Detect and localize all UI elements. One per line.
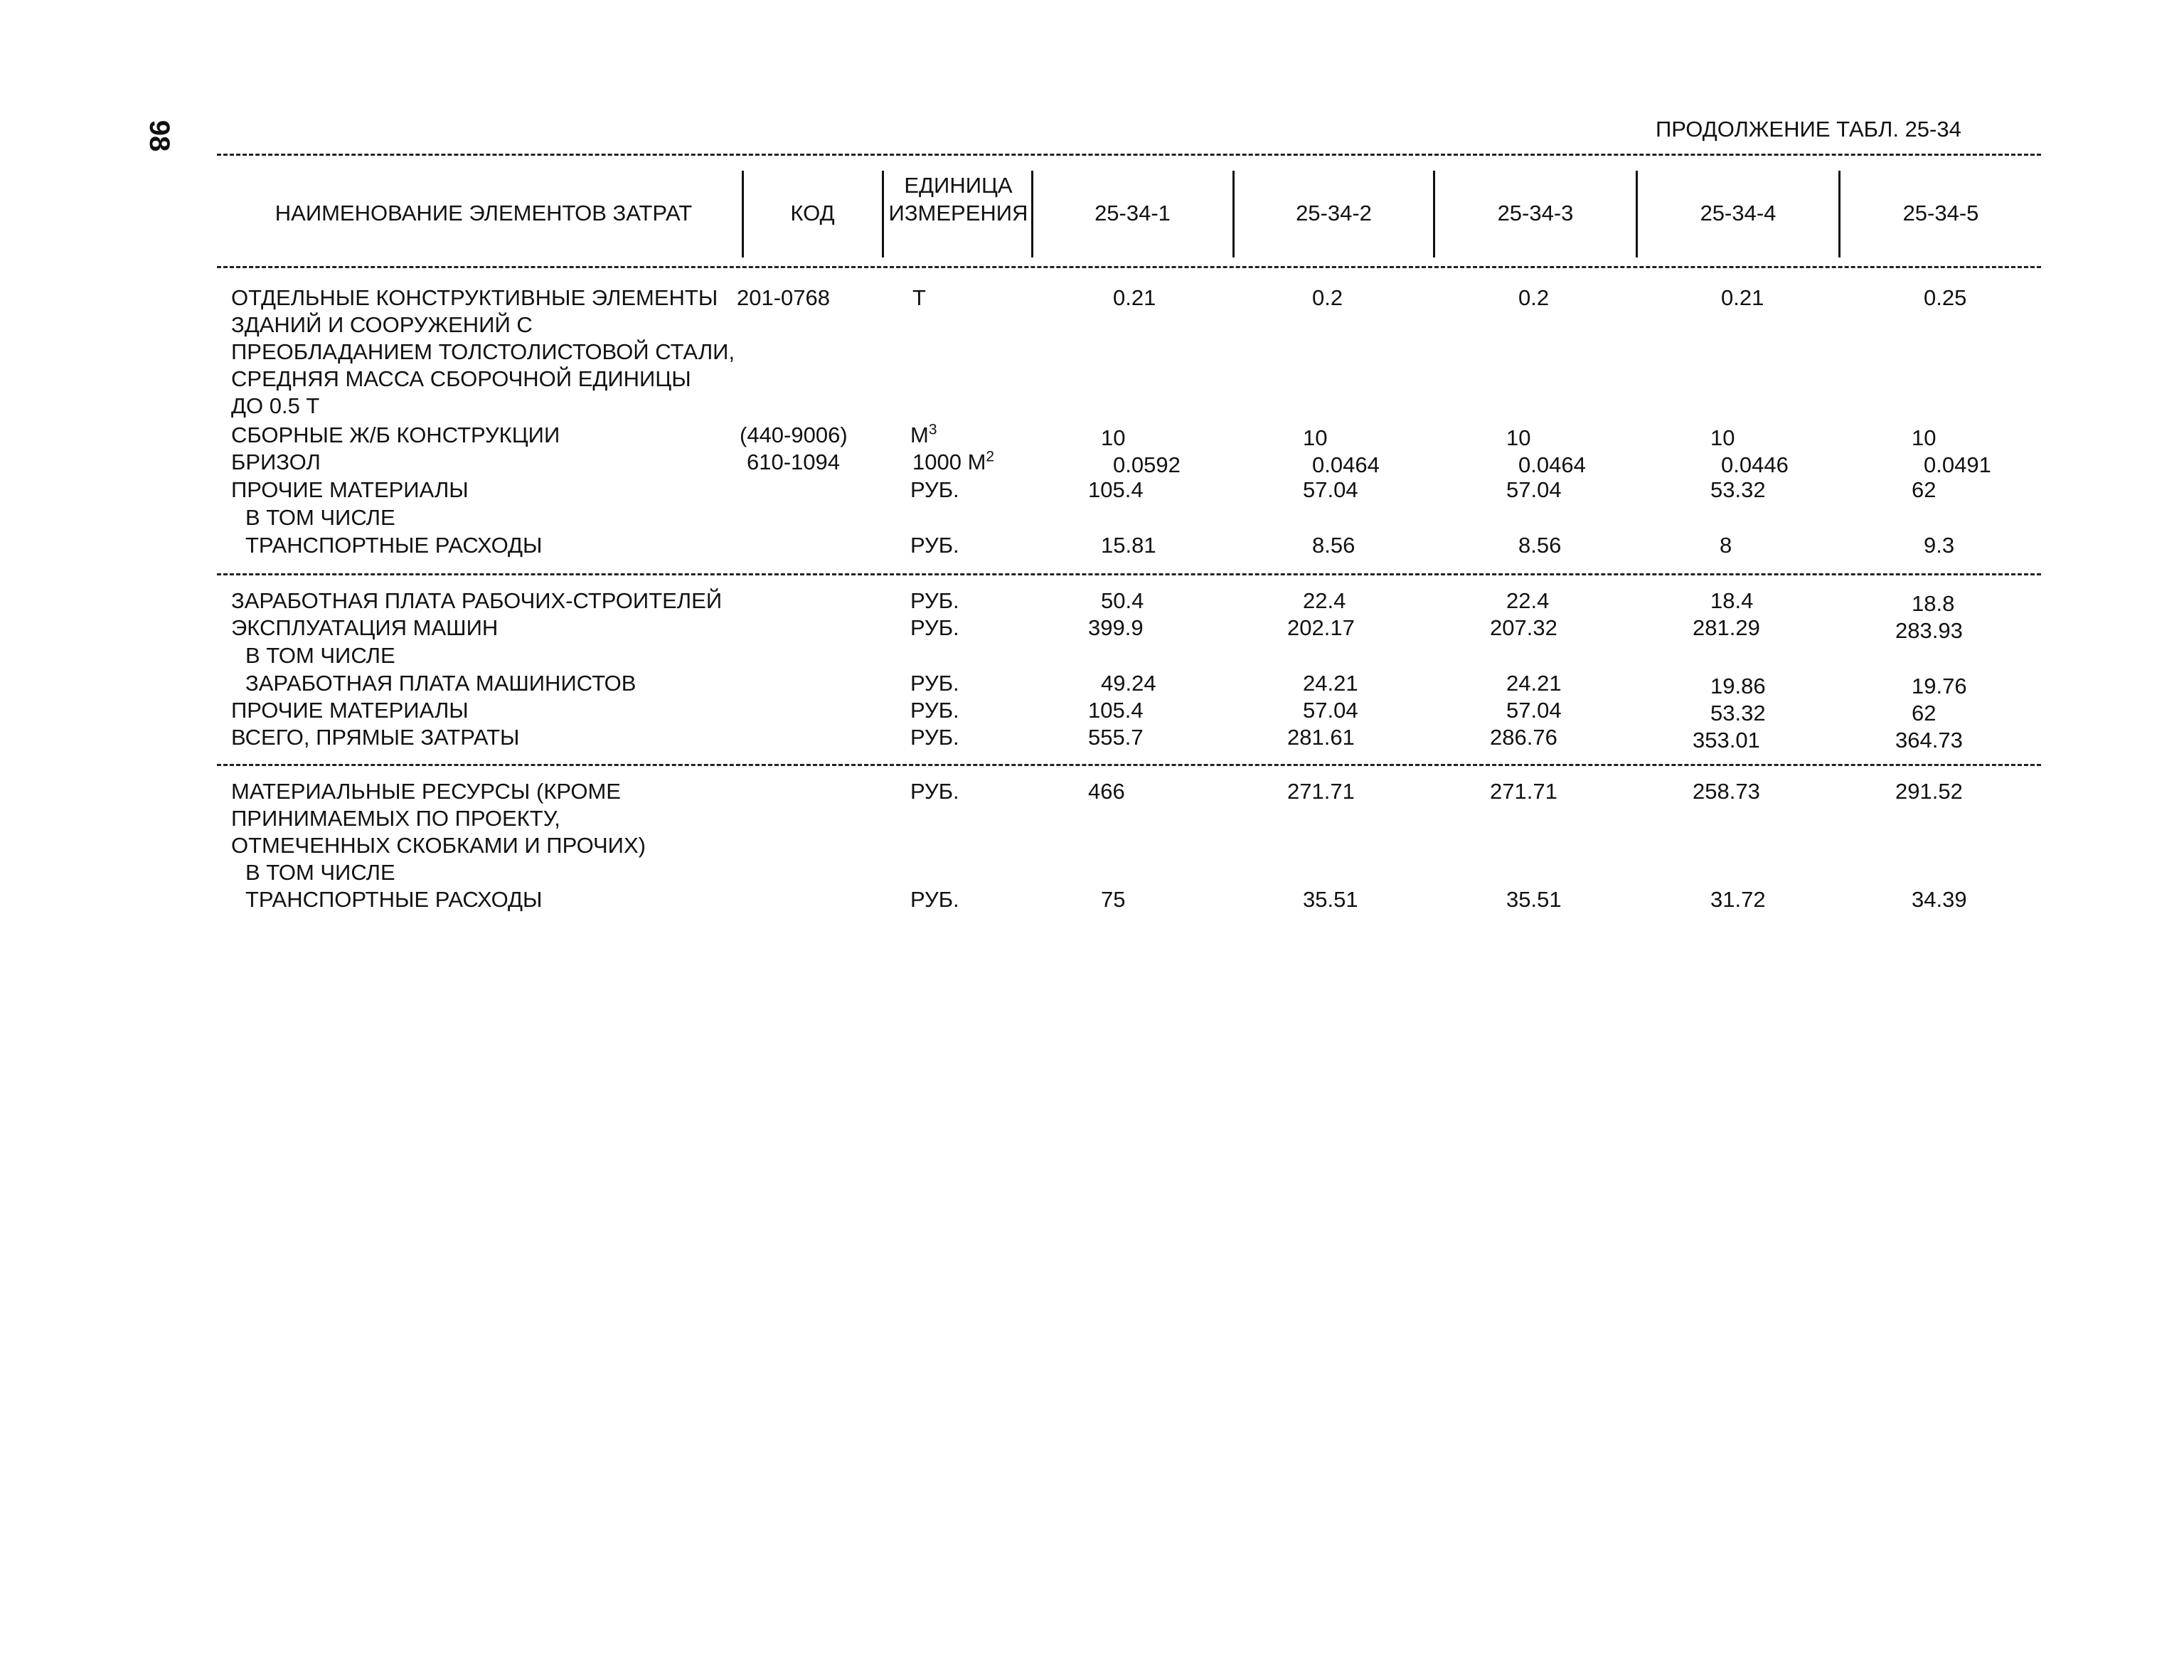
row-value-25-34-5: 9.3 xyxy=(1924,533,1955,558)
row-name: ЭКСПЛУАТАЦИЯ МАШИН xyxy=(231,615,499,640)
header-separator xyxy=(1232,171,1235,257)
row-unit: РУБ. xyxy=(910,671,959,696)
header-separator xyxy=(1031,171,1033,257)
section1-bottom-rule xyxy=(217,573,2041,575)
row-value-25-34-2: 202.17 xyxy=(1287,615,1355,640)
row-name: ПРОЧИЕ МАТЕРИАЛЫ xyxy=(231,698,469,723)
row-name: ЗАРАБОТНАЯ ПЛАТА МАШИНИСТОВ xyxy=(245,671,636,696)
header-code: КОД xyxy=(790,201,835,225)
row-value-25-34-4: 10 xyxy=(1710,425,1735,450)
row-value-25-34-5: 62 xyxy=(1912,701,1937,725)
row-subheading: В ТОМ ЧИСЛЕ xyxy=(245,505,395,530)
row-value-25-34-4: 0.0446 xyxy=(1721,452,1789,477)
unit-text: 1000 М xyxy=(912,450,986,474)
row-value-25-34-3: 10 xyxy=(1506,425,1531,450)
header-col-25-34-5: 25-34-5 xyxy=(1902,201,1979,225)
row-value-25-34-3: 271.71 xyxy=(1490,779,1557,804)
header-col-25-34-2: 25-34-2 xyxy=(1296,201,1372,225)
row-value-25-34-3: 8.56 xyxy=(1518,533,1562,558)
row-value-25-34-5: 19.76 xyxy=(1912,674,1967,698)
row-name-line: ПРИНИМАЕМЫХ ПО ПРОЕКТУ, xyxy=(231,806,560,831)
row-value-25-34-3: 0.2 xyxy=(1518,285,1550,310)
row-name-line: ЗДАНИЙ И СООРУЖЕНИЙ С xyxy=(231,312,533,337)
row-unit: РУБ. xyxy=(910,725,959,750)
row-unit xyxy=(910,422,937,449)
header-separator xyxy=(1636,171,1638,257)
row-code: (440-9006) xyxy=(740,422,848,447)
unit-superscript: 2 xyxy=(986,448,995,465)
row-value-25-34-3: 35.51 xyxy=(1506,887,1562,912)
header-bottom-rule xyxy=(217,266,2041,268)
row-value-25-34-3: 22.4 xyxy=(1506,588,1550,613)
row-name: ТРАНСПОРТНЫЕ РАСХОДЫ xyxy=(245,887,543,912)
header-col-25-34-1: 25-34-1 xyxy=(1094,201,1171,225)
row-value-25-34-2: 271.71 xyxy=(1287,779,1355,804)
row-value-25-34-1: 10 xyxy=(1101,425,1126,450)
row-value-25-34-1: 555.7 xyxy=(1088,725,1144,750)
row-name-line: СРЕДНЯЯ МАССА СБОРОЧНОЙ ЕДИНИЦЫ xyxy=(231,366,691,391)
row-unit: РУБ. xyxy=(910,887,959,912)
row-code: 201-0768 xyxy=(737,285,831,310)
row-value-25-34-2: 281.61 xyxy=(1287,725,1355,750)
row-value-25-34-2: 57.04 xyxy=(1303,698,1358,723)
row-value-25-34-2: 0.2 xyxy=(1312,285,1343,310)
header-separator xyxy=(1838,171,1841,257)
row-name: ТРАНСПОРТНЫЕ РАСХОДЫ xyxy=(245,533,543,558)
row-unit xyxy=(912,449,994,476)
header-separator xyxy=(882,171,884,257)
row-value-25-34-4: 353.01 xyxy=(1693,728,1760,753)
row-value-25-34-4: 19.86 xyxy=(1710,674,1766,698)
row-value-25-34-5: 0.0491 xyxy=(1924,452,1991,477)
row-value-25-34-3: 286.76 xyxy=(1490,725,1557,750)
header-col-25-34-4: 25-34-4 xyxy=(1700,201,1777,225)
row-value-25-34-4: 0.21 xyxy=(1721,285,1764,310)
row-value-25-34-2: 22.4 xyxy=(1303,588,1346,613)
row-name-line: МАТЕРИАЛЬНЫЕ РЕСУРСЫ (КРОМЕ xyxy=(231,779,621,804)
row-value-25-34-5: 62 xyxy=(1912,477,1937,502)
row-unit: РУБ. xyxy=(910,698,959,723)
row-code: 610-1094 xyxy=(747,450,841,474)
row-value-25-34-4: 8 xyxy=(1720,533,1732,558)
row-unit: РУБ. xyxy=(910,477,959,502)
row-value-25-34-5: 10 xyxy=(1912,425,1937,450)
row-name: ВСЕГО, ПРЯМЫЕ ЗАТРАТЫ xyxy=(231,725,520,750)
row-value-25-34-5: 0.25 xyxy=(1924,285,1967,310)
row-value-25-34-5: 283.93 xyxy=(1895,618,1963,643)
row-value-25-34-1: 399.9 xyxy=(1088,615,1144,640)
row-name-line: ПРЕОБЛАДАНИЕМ ТОЛСТОЛИСТОВОЙ СТАЛИ, xyxy=(231,339,735,364)
row-name-line: ОТМЕЧЕННЫХ СКОБКАМИ И ПРОЧИХ) xyxy=(231,833,646,858)
row-value-25-34-1: 466 xyxy=(1088,779,1125,804)
row-value-25-34-4: 18.4 xyxy=(1710,588,1754,613)
row-value-25-34-4: 53.32 xyxy=(1710,701,1766,725)
row-name: ЗАРАБОТНАЯ ПЛАТА РАБОЧИХ-СТРОИТЕЛЕЙ xyxy=(231,588,723,613)
table-continuation-title: ПРОДОЛЖЕНИЕ ТАБЛ. 25-34 xyxy=(1656,117,1961,142)
unit-text: М xyxy=(910,422,929,447)
row-value-25-34-4: 281.29 xyxy=(1693,615,1760,640)
row-value-25-34-1: 75 xyxy=(1101,887,1126,912)
row-value-25-34-5: 291.52 xyxy=(1895,779,1963,804)
row-name: БРИЗОЛ xyxy=(231,450,321,474)
row-value-25-34-3: 57.04 xyxy=(1506,698,1562,723)
header-col-25-34-3: 25-34-3 xyxy=(1497,201,1574,225)
row-subheading: В ТОМ ЧИСЛЕ xyxy=(245,860,395,885)
row-value-25-34-5: 364.73 xyxy=(1895,728,1963,753)
row-value-25-34-1: 49.24 xyxy=(1101,671,1156,696)
page-number: 98 xyxy=(144,119,175,152)
row-name: ПРОЧИЕ МАТЕРИАЛЫ xyxy=(231,477,469,502)
table-top-rule xyxy=(217,154,2041,156)
row-value-25-34-1: 0.21 xyxy=(1113,285,1156,310)
row-value-25-34-2: 57.04 xyxy=(1303,477,1358,502)
row-value-25-34-3: 0.0464 xyxy=(1518,452,1586,477)
section2-bottom-rule xyxy=(217,764,2041,766)
row-value-25-34-5: 18.8 xyxy=(1912,591,1955,616)
row-value-25-34-3: 207.32 xyxy=(1490,615,1557,640)
unit-superscript: 3 xyxy=(928,421,937,438)
row-value-25-34-1: 50.4 xyxy=(1101,588,1144,613)
row-value-25-34-4: 53.32 xyxy=(1710,477,1766,502)
row-value-25-34-1: 105.4 xyxy=(1088,698,1144,723)
row-value-25-34-4: 258.73 xyxy=(1693,779,1760,804)
row-value-25-34-2: 35.51 xyxy=(1303,887,1358,912)
row-value-25-34-1: 0.0592 xyxy=(1113,452,1181,477)
row-name-line: ДО 0.5 Т xyxy=(231,393,320,418)
row-value-25-34-3: 24.21 xyxy=(1506,671,1562,696)
row-value-25-34-1: 105.4 xyxy=(1088,477,1144,502)
row-value-25-34-5: 34.39 xyxy=(1912,887,1967,912)
header-separator xyxy=(742,171,744,257)
row-value-25-34-2: 8.56 xyxy=(1312,533,1355,558)
row-name: СБОРНЫЕ Ж/Б КОНСТРУКЦИИ xyxy=(231,422,560,447)
row-value-25-34-4: 31.72 xyxy=(1710,887,1766,912)
row-unit: РУБ. xyxy=(910,533,959,558)
row-unit: РУБ. xyxy=(910,615,959,640)
header-separator xyxy=(1433,171,1435,257)
row-subheading: В ТОМ ЧИСЛЕ xyxy=(245,643,395,668)
row-value-25-34-2: 24.21 xyxy=(1303,671,1358,696)
row-value-25-34-3: 57.04 xyxy=(1506,477,1562,502)
header-unit-line2: ИЗМЕРЕНИЯ xyxy=(888,201,1028,225)
row-value-25-34-2: 0.0464 xyxy=(1312,452,1380,477)
row-unit: РУБ. xyxy=(910,588,959,613)
row-value-25-34-1: 15.81 xyxy=(1101,533,1156,558)
row-value-25-34-2: 10 xyxy=(1303,425,1328,450)
row-name-line: ОТДЕЛЬНЫЕ КОНСТРУКТИВНЫЕ ЭЛЕМЕНТЫ xyxy=(231,285,718,310)
header-unit-line1: ЕДИНИЦА xyxy=(904,173,1013,198)
row-unit: Т xyxy=(912,285,926,310)
row-unit: РУБ. xyxy=(910,779,959,804)
header-name: НАИМЕНОВАНИЕ ЭЛЕМЕНТОВ ЗАТРАТ xyxy=(275,201,693,225)
